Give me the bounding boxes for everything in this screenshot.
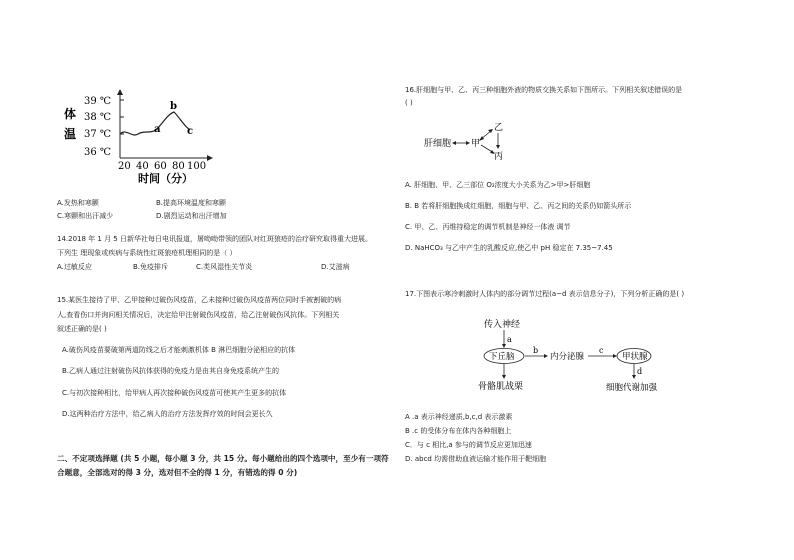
q15-stem-line1: 15.某医生接待了甲、乙甲接种过破伤风疫苗，乙未接种过破伤风疫苗两位同时手被割破的病	[57, 296, 342, 304]
q16-diagram-bing: 丙	[494, 152, 504, 160]
q16-diagram-jia: 甲	[471, 139, 481, 149]
q16-option-b: B. B 若将肝细胞换成红细胞，细胞与甲、乙、丙之间的关系仍如箭头所示	[405, 202, 632, 210]
graph-xtick-20: 20	[118, 161, 131, 172]
q17-option-b: B .c 的受体分布在体内各种细胞上	[405, 427, 512, 435]
q15-option-a: A.破伤风疫苗要破第两道防线之后才能刺激机体 B 淋巴细胞分泌相应的抗体	[62, 346, 296, 354]
q17-option-d: D. abcd 均需借助血液运输才能作用于靶细胞	[405, 455, 547, 463]
q17-diagram-muscle: 骨骼肌战栗	[478, 382, 524, 392]
q17-diagram-hypothalamus: 下丘脑	[489, 352, 515, 362]
graph-ytick-36: 36 ℃	[84, 147, 112, 158]
q17-diagram-metabolism: 细胞代谢加强	[606, 383, 658, 393]
q14-stem-line1: 14.2018 年 1 月 5 日新华社每日电讯报道，屠呦呦带领的团队对红斑狼疮的治疗研究取得重大进展。	[57, 235, 372, 243]
q15-option-c: C.与初次接种相比，给甲病人再次接种破伤风疫苗可使其产生更多的抗体	[62, 389, 287, 397]
graph-point-c: c	[187, 126, 194, 137]
q17-option-a: A .a 表示神经递质,b,c,d 表示激素	[405, 413, 513, 421]
graph-ylabel-top: 体	[64, 107, 77, 121]
graph-ylabel-bottom: 温	[64, 127, 77, 141]
graph-point-b: b	[170, 101, 177, 112]
graph-xtick-40: 40	[136, 161, 149, 172]
graph-ytick-39: 39 ℃	[84, 96, 112, 107]
q16-option-d: D. NaHCO₃ 与乙中产生的乳酸反应,使乙中 pH 稳定在 7.35~7.45	[405, 244, 613, 252]
graph-x-arrow	[207, 155, 213, 161]
q13-option-d: D.剧烈运动和出汗增加	[156, 212, 227, 220]
q16-option-c: C. 甲、乙、丙维持稳定的调节机制是神经一体液 调节	[405, 223, 571, 231]
q17-label-d: d	[637, 367, 643, 376]
q14-option-c: C.类风湿性关节炎	[196, 263, 253, 271]
graph-xlabel: 时间（分）	[138, 172, 193, 185]
graph-xtick-80: 80	[172, 161, 185, 172]
q15-option-d: D.这两种治疗方法中，给乙病人的治疗方法发挥疗效的时间会更长久	[62, 410, 273, 418]
q14-stem-line2: 下列生 理现象或疾病与系统性红斑狼疮机理相同的是（ ）	[57, 249, 237, 257]
q16-diagram-liver: 肝细胞	[424, 139, 452, 149]
graph-ytick-38: 38 ℃	[84, 112, 112, 123]
q17-diagram-endocrine: 内分泌腺	[550, 352, 585, 362]
q15-stem-line3: 叙述正确的是( )	[57, 325, 107, 333]
graph-y-arrow	[117, 89, 123, 95]
q17-label-c: c	[599, 346, 604, 355]
q14-option-b: B.免疫排斥	[133, 263, 169, 271]
q17-regulation-diagram	[470, 316, 670, 401]
q17-diagram-afferent: 传入神经	[484, 320, 521, 330]
q16-diagram-yi: 乙	[494, 123, 504, 133]
temperature-graph	[60, 88, 220, 188]
q17-label-b: b	[533, 346, 539, 355]
q16-stem-line1: 16.肝细胞与甲、乙、丙三种细胞外液的物质交换关系如下图所示。下列相关叙述错误的是	[405, 86, 683, 94]
q17-option-c: C．与 c 相比,a 参与的调节反应更加迅速	[405, 441, 532, 449]
graph-ytick-37: 37 ℃	[84, 129, 112, 140]
q16-option-a: A. 肝细胞、甲、乙三部位 O₂浓度大小关系为乙>甲>肝细胞	[405, 181, 591, 189]
q13-option-a: A.发热和寒颤	[57, 199, 99, 207]
q14-option-a: A.过敏反应	[57, 263, 92, 271]
graph-point-a: a	[154, 124, 161, 135]
q16-stem-line2: ( )	[405, 99, 413, 107]
graph-xtick-100: 100	[187, 161, 207, 172]
graph-xtick-60: 60	[154, 161, 167, 172]
q13-option-b: B.提高环境温度和寒颤	[156, 199, 227, 207]
q15-stem-line2: 人,查看伤口并询问相关情况后，决定给甲注射破伤风疫苗，给乙注射破伤风抗体。下列相关	[57, 311, 340, 319]
section2-heading-line1: 二、不定项选择题 (共 5 小题，每小题 3 分，共 15 分。每小题给出的四个选项中，至少有一项符	[57, 454, 389, 463]
section2-heading-line2: 合题意，全部选对的得 3 分，选对但不全的得 1 分，有错选的得 0 分)	[57, 468, 298, 477]
q13-option-c: C.寒颤和出汗减少	[57, 212, 114, 220]
q17-label-a: a	[507, 335, 512, 344]
q17-diagram-thyroid: 甲状腺	[622, 352, 648, 362]
q16-exchange-diagram	[420, 118, 520, 160]
q17-stem-line1: 17.下图表示寒冷刺激时人体内的部分调节过程(a~d 表示信息分子)，下列分析正确的是( )	[405, 290, 685, 298]
q14-option-d: D.艾滋病	[321, 263, 350, 271]
q15-option-b: B.乙病人通过注射破伤风抗体获得的免疫力是由其自身免疫系统产生的	[62, 367, 280, 375]
